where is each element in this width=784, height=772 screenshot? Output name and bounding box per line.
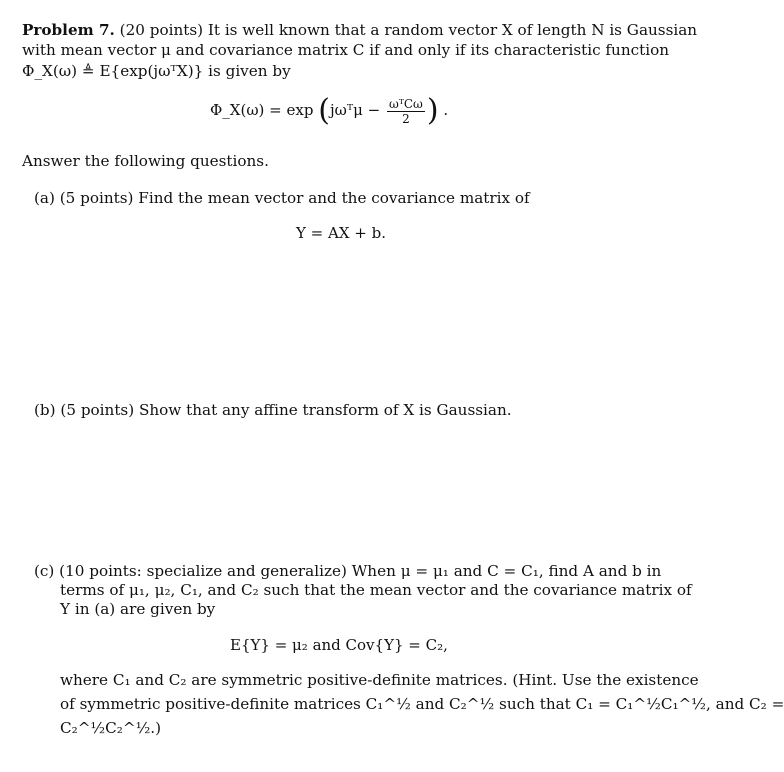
equation-lhs: Φ_X(ω) = exp bbox=[210, 101, 314, 119]
part-c-line-6: C₂^½C₂^½.) bbox=[60, 719, 162, 737]
part-c-line-1: (c) (10 points: specialize and generalize) When μ = μ₁ and C = C₁, find A and b in bbox=[34, 562, 662, 580]
problem-line-3: Φ_X(ω) ≜ E{exp(jωᵀX)} is given by bbox=[22, 62, 291, 80]
part-c-line-3: Y in (a) are given by bbox=[60, 600, 216, 618]
equation-inner: jωᵀμ − bbox=[329, 101, 381, 119]
fraction-denominator: 2 bbox=[402, 111, 410, 126]
fraction-numerator: ωᵀCω bbox=[389, 96, 423, 111]
problem-line-2: with mean vector μ and covariance matrix C if and only if its characteristic function bbox=[22, 41, 669, 59]
part-a-text: (a) (5 points) Find the mean vector and the covariance matrix of bbox=[34, 189, 530, 207]
characteristic-function-equation bbox=[210, 93, 449, 128]
part-a-equation: Y = AX + b. bbox=[296, 224, 386, 242]
close-paren-glyph: ) bbox=[426, 93, 439, 128]
equation-fraction bbox=[387, 97, 425, 126]
open-paren-glyph: ( bbox=[318, 93, 330, 128]
part-c-line-2: terms of μ₁, μ₂, C₁, and C₂ such that the mean vector and the covariance matrix of bbox=[60, 581, 692, 599]
problem-title: Problem 7. bbox=[22, 21, 115, 39]
part-c-line-4: where C₁ and C₂ are symmetric positive-definite matrices. (Hint. Use the existence bbox=[60, 671, 699, 689]
problem-line-1 bbox=[22, 20, 697, 40]
part-c-line-5: of symmetric positive-definite matrices C₁^½ and C₂^½ such that C₁ = C₁^½C₁^½, and C₂ = bbox=[60, 695, 784, 713]
answer-intro: Answer the following questions. bbox=[22, 152, 269, 170]
part-b-text: (b) (5 points) Show that any affine transform of X is Gaussian. bbox=[34, 401, 512, 419]
part-c-equation: E{Y} = μ₂ and Cov{Y} = C₂, bbox=[230, 636, 448, 654]
problem-intro-text: (20 points) It is well known that a random vector X of length N is Gaussian bbox=[119, 21, 698, 39]
equation-period: . bbox=[443, 101, 449, 119]
